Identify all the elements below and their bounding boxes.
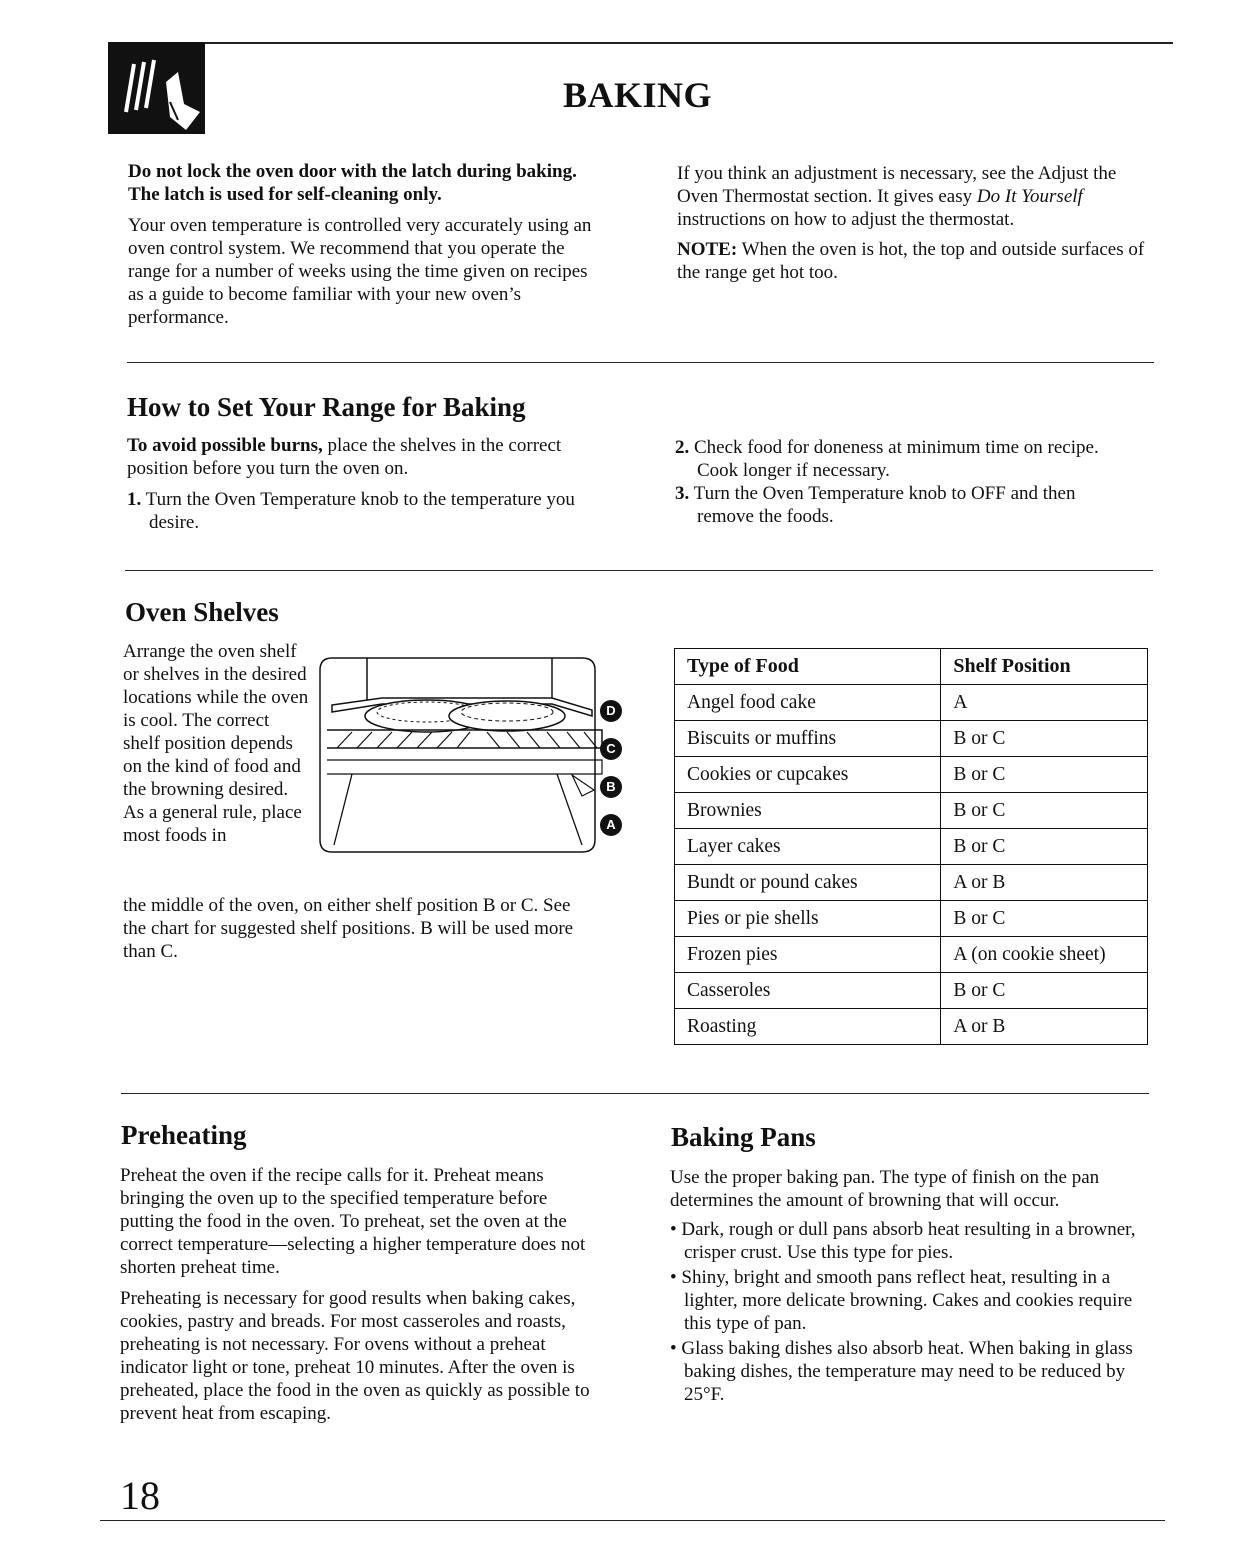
table-header-position: Shelf Position [941,649,1148,685]
shelf-position-table [674,648,1148,1045]
step-1-text: Turn the Oven Temperature knob to the temperature you desire. [145,489,575,533]
step-2-num: 2. [675,437,690,458]
position-cell: A [941,685,1148,721]
table-header-row [675,649,1148,685]
shelf-label-b: B [600,776,622,798]
position-cell: A or B [941,865,1148,901]
position-cell: B or C [941,757,1148,793]
burn-warning-bold: To avoid possible burns, [127,435,323,456]
table-row [675,757,1148,793]
intro-paragraph: Your oven temperature is controlled very accurately using an oven control system. We recommend that you operate the range for a number of weeks using the time given on recipes as a guide to become familiar with your new oven’s performance. [128,215,592,328]
baking-pans-heading: Baking Pans [671,1122,816,1152]
step-3-text: Turn the Oven Temperature knob to OFF and then remove the foods. [693,483,1076,527]
food-cell: Bundt or pound cakes [675,865,941,901]
note-paragraph [677,238,1161,284]
pans-intro: Use the proper baking pan. The type of finish on the pan determines the amount of browning that will occur. [670,1167,1100,1211]
page-title: BAKING [563,75,713,115]
position-cell: B or C [941,973,1148,1009]
position-cell: A (on cookie sheet) [941,937,1148,973]
food-cell: Casseroles [675,973,941,1009]
adjust-text-after: instructions on how to adjust the thermostat. [677,209,1015,230]
food-cell: Brownies [675,793,941,829]
step-3 [675,482,1135,528]
table-row [675,937,1148,973]
shelf-label-a: A [600,814,622,836]
header-logo [108,42,205,134]
adjust-text-italic: Do It Yourself [976,186,1083,207]
table-row [675,901,1148,937]
step-2 [675,436,1135,482]
position-cell: B or C [941,793,1148,829]
position-cell: B or C [941,829,1148,865]
position-cell: B or C [941,721,1148,757]
footer-rule [100,1520,1165,1521]
burn-warning [127,434,597,480]
table-row [675,793,1148,829]
table-row [675,721,1148,757]
door-latch-warning: Do not lock the oven door with the latch during baking. The latch is used for self-cleaning only. [128,161,577,205]
shelf-label-d: D [600,700,622,722]
table-row [675,829,1148,865]
pans-bullet: • Shiny, bright and smooth pans reflect heat, resulting in a lighter, more delicate browning. Cakes and cookies require this type of pan. [670,1267,1133,1334]
adjust-text-before: If you think an adjustment is necessary, see the Adjust the Oven Thermostat section. It gives easy [677,163,1117,207]
food-cell: Angel food cake [675,685,941,721]
food-cell: Biscuits or muffins [675,721,941,757]
adjust-paragraph [677,162,1161,231]
food-cell: Pies or pie shells [675,901,941,937]
oven-shelf-diagram [312,650,632,865]
note-text: When the oven is hot, the top and outside surfaces of the range get hot too. [677,239,1145,283]
page-number: 18 [120,1473,160,1518]
shelves-text-narrow: Arrange the oven shelf or shelves in the desired locations while the oven is cool. The correct shelf position depends on the kind of food and the browning desired. As a general rule, place most foods in [123,641,309,846]
step-1-num: 1. [127,489,142,510]
hand-pointing-icon [108,42,205,134]
shelf-label-c: C [600,738,622,760]
preheating-paragraph-1: Preheat the oven if the recipe calls for it. Preheat means bringing the oven up to the specified temperature before putting the food in the oven. To preheat, set the oven at the correct temperature—selecting a higher temperature does not shorten preheat time. [120,1165,586,1278]
divider [121,1093,1149,1094]
burn-warning-text: place the shelves in the correct position before you turn the oven on. [127,435,562,479]
pans-bullet: • Glass baking dishes also absorb heat. When baking in glass baking dishes, the temperature may need to be reduced by 25°F. [670,1338,1133,1405]
step-3-num: 3. [675,483,690,504]
table-row [675,685,1148,721]
table-row [675,973,1148,1009]
shelves-text-wide: the middle of the oven, on either shelf position B or C. See the chart for suggested shelf positions. B will be used more than C. [123,895,574,962]
preheating-heading: Preheating [121,1120,247,1150]
table-row [675,865,1148,901]
step-2-text: Check food for doneness at minimum time on recipe. Cook longer if necessary. [694,437,1099,481]
food-cell: Cookies or cupcakes [675,757,941,793]
position-cell: B or C [941,901,1148,937]
preheating-paragraph-2: Preheating is necessary for good results when baking cakes, cookies, pastry and breads. For most casseroles and roasts, preheating is not necessary. For ovens without a preheat indicator light or tone, preheat 10 minutes. After the oven is preheated, place the food in the oven as quickly as possible to prevent heat from escaping. [120,1288,590,1424]
table-row [675,1009,1148,1045]
how-to-heading: How to Set Your Range for Baking [127,392,526,422]
food-cell: Frozen pies [675,937,941,973]
step-1 [127,488,597,534]
pans-bullet: • Dark, rough or dull pans absorb heat resulting in a browner, crisper crust. Use this type for pies. [670,1219,1136,1263]
table-header-food: Type of Food [675,649,941,685]
divider [125,570,1153,571]
position-cell: A or B [941,1009,1148,1045]
note-label: NOTE: [677,239,738,260]
oven-shelves-heading: Oven Shelves [125,597,279,627]
divider [127,362,1154,363]
food-cell: Roasting [675,1009,941,1045]
food-cell: Layer cakes [675,829,941,865]
